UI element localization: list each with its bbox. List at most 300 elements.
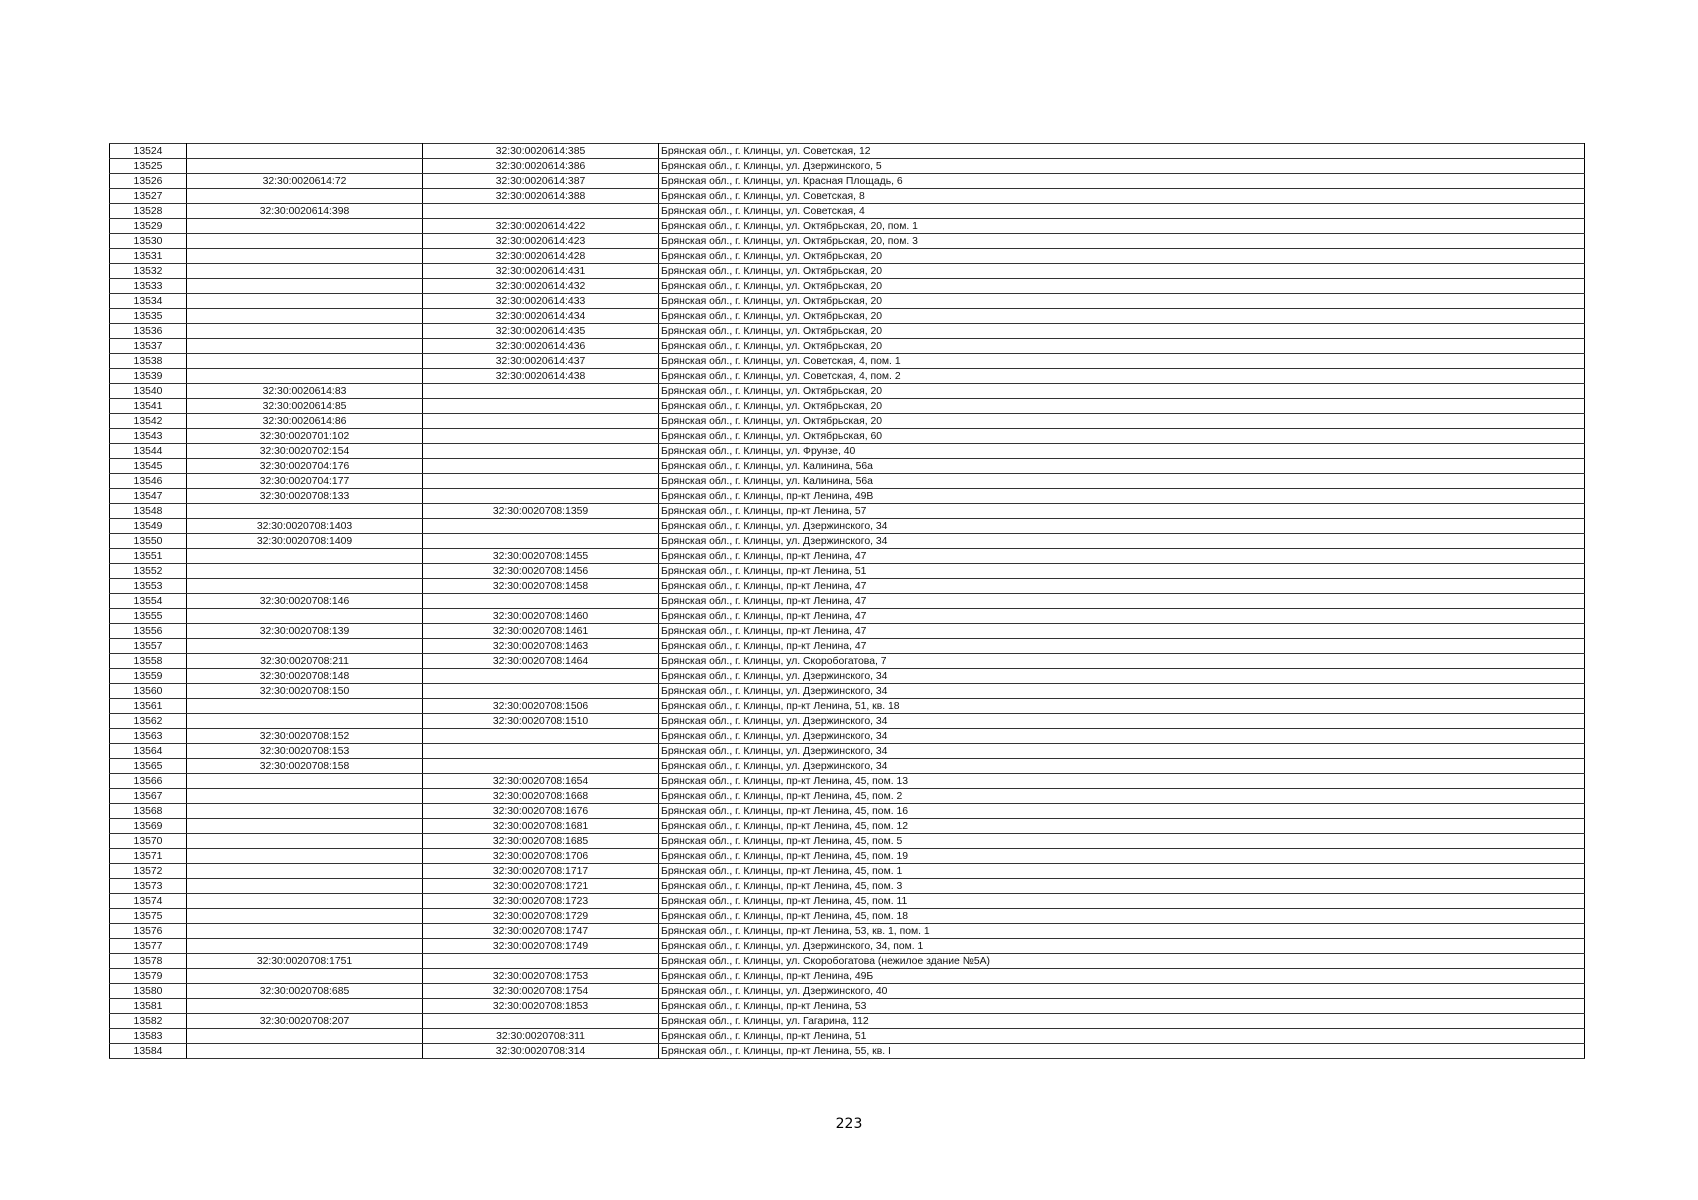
table-row (110, 474, 1585, 489)
table-row (110, 444, 1585, 459)
object-cadastral-number-cell: 32:30:0020708:1455 (423, 549, 659, 564)
table-row (110, 624, 1585, 639)
table-row (110, 504, 1585, 519)
address-cell: Брянская обл., г. Клинцы, пр-кт Ленина, 47 (659, 624, 1585, 639)
land-cadastral-number-cell (187, 774, 423, 789)
row-number-cell: 13557 (110, 639, 187, 654)
address-cell: Брянская обл., г. Клинцы, ул. Дзержинского, 34, пом. 1 (659, 939, 1585, 954)
land-cadastral-number-cell (187, 189, 423, 204)
land-cadastral-number-cell: 32:30:0020708:148 (187, 669, 423, 684)
land-cadastral-number-cell: 32:30:0020708:150 (187, 684, 423, 699)
table-row (110, 309, 1585, 324)
table-row (110, 1014, 1585, 1029)
table-row (110, 939, 1585, 954)
row-number-cell: 13577 (110, 939, 187, 954)
address-cell: Брянская обл., г. Клинцы, ул. Октябрьская, 20 (659, 249, 1585, 264)
table-row (110, 789, 1585, 804)
table-row (110, 1029, 1585, 1044)
address-cell: Брянская обл., г. Клинцы, пр-кт Ленина, 45, пом. 5 (659, 834, 1585, 849)
object-cadastral-number-cell (423, 429, 659, 444)
row-number-cell: 13581 (110, 999, 187, 1014)
address-cell: Брянская обл., г. Клинцы, пр-кт Ленина, 45, пом. 3 (659, 879, 1585, 894)
land-cadastral-number-cell (187, 234, 423, 249)
table-row (110, 339, 1585, 354)
address-cell: Брянская обл., г. Клинцы, ул. Фрунзе, 40 (659, 444, 1585, 459)
object-cadastral-number-cell (423, 744, 659, 759)
table-row (110, 849, 1585, 864)
table-row (110, 459, 1585, 474)
land-cadastral-number-cell (187, 339, 423, 354)
object-cadastral-number-cell: 32:30:0020708:1747 (423, 924, 659, 939)
address-cell: Брянская обл., г. Клинцы, пр-кт Ленина, 47 (659, 594, 1585, 609)
row-number-cell: 13542 (110, 414, 187, 429)
row-number-cell: 13584 (110, 1044, 187, 1059)
land-cadastral-number-cell (187, 219, 423, 234)
table-row (110, 324, 1585, 339)
address-cell: Брянская обл., г. Клинцы, пр-кт Ленина, 45, пом. 11 (659, 894, 1585, 909)
address-cell: Брянская обл., г. Клинцы, пр-кт Ленина, 55, кв. I (659, 1044, 1585, 1059)
row-number-cell: 13525 (110, 159, 187, 174)
address-cell: Брянская обл., г. Клинцы, ул. Красная Площадь, 6 (659, 174, 1585, 189)
address-cell: Брянская обл., г. Клинцы, ул. Октябрьская, 20 (659, 324, 1585, 339)
object-cadastral-number-cell: 32:30:0020708:1463 (423, 639, 659, 654)
object-cadastral-number-cell (423, 519, 659, 534)
address-cell: Брянская обл., г. Клинцы, ул. Октябрьская, 20 (659, 279, 1585, 294)
row-number-cell: 13556 (110, 624, 187, 639)
row-number-cell: 13552 (110, 564, 187, 579)
table-row (110, 249, 1585, 264)
object-cadastral-number-cell: 32:30:0020708:1506 (423, 699, 659, 714)
table-row (110, 369, 1585, 384)
table-row (110, 174, 1585, 189)
object-cadastral-number-cell: 32:30:0020614:431 (423, 264, 659, 279)
table-row (110, 729, 1585, 744)
land-cadastral-number-cell (187, 939, 423, 954)
land-cadastral-number-cell: 32:30:0020708:139 (187, 624, 423, 639)
object-cadastral-number-cell: 32:30:0020708:1853 (423, 999, 659, 1014)
land-cadastral-number-cell: 32:30:0020614:72 (187, 174, 423, 189)
object-cadastral-number-cell: 32:30:0020614:428 (423, 249, 659, 264)
row-number-cell: 13558 (110, 654, 187, 669)
land-cadastral-number-cell: 32:30:0020708:1751 (187, 954, 423, 969)
address-cell: Брянская обл., г. Клинцы, ул. Дзержинского, 34 (659, 729, 1585, 744)
table-row (110, 519, 1585, 534)
row-number-cell: 13534 (110, 294, 187, 309)
row-number-cell: 13566 (110, 774, 187, 789)
registry-table (109, 143, 1585, 1059)
land-cadastral-number-cell (187, 564, 423, 579)
address-cell: Брянская обл., г. Клинцы, пр-кт Ленина, 47 (659, 609, 1585, 624)
address-cell: Брянская обл., г. Клинцы, пр-кт Ленина, 51 (659, 564, 1585, 579)
address-cell: Брянская обл., г. Клинцы, пр-кт Ленина, 51 (659, 1029, 1585, 1044)
table-row (110, 909, 1585, 924)
object-cadastral-number-cell: 32:30:0020614:387 (423, 174, 659, 189)
row-number-cell: 13527 (110, 189, 187, 204)
row-number-cell: 13565 (110, 759, 187, 774)
table-row (110, 924, 1585, 939)
table-row (110, 669, 1585, 684)
land-cadastral-number-cell (187, 264, 423, 279)
address-cell: Брянская обл., г. Клинцы, пр-кт Ленина, 47 (659, 639, 1585, 654)
table-row (110, 744, 1585, 759)
row-number-cell: 13562 (110, 714, 187, 729)
object-cadastral-number-cell: 32:30:0020708:314 (423, 1044, 659, 1059)
address-cell: Брянская обл., г. Клинцы, ул. Октябрьская, 20 (659, 339, 1585, 354)
row-number-cell: 13575 (110, 909, 187, 924)
row-number-cell: 13538 (110, 354, 187, 369)
object-cadastral-number-cell: 32:30:0020708:1359 (423, 504, 659, 519)
address-cell: Брянская обл., г. Клинцы, ул. Дзержинского, 34 (659, 684, 1585, 699)
address-cell: Брянская обл., г. Клинцы, ул. Дзержинского, 34 (659, 714, 1585, 729)
land-cadastral-number-cell: 32:30:0020614:83 (187, 384, 423, 399)
table-row (110, 264, 1585, 279)
page-number: 223 (835, 1116, 863, 1132)
row-number-cell: 13563 (110, 729, 187, 744)
object-cadastral-number-cell: 32:30:0020708:1510 (423, 714, 659, 729)
land-cadastral-number-cell (187, 969, 423, 984)
address-cell: Брянская обл., г. Клинцы, ул. Гагарина, 112 (659, 1014, 1585, 1029)
table-row (110, 384, 1585, 399)
object-cadastral-number-cell: 32:30:0020614:437 (423, 354, 659, 369)
row-number-cell: 13524 (110, 144, 187, 159)
land-cadastral-number-cell (187, 699, 423, 714)
land-cadastral-number-cell: 32:30:0020708:152 (187, 729, 423, 744)
object-cadastral-number-cell: 32:30:0020614:433 (423, 294, 659, 309)
land-cadastral-number-cell: 32:30:0020704:176 (187, 459, 423, 474)
object-cadastral-number-cell (423, 594, 659, 609)
row-number-cell: 13571 (110, 849, 187, 864)
row-number-cell: 13530 (110, 234, 187, 249)
object-cadastral-number-cell (423, 669, 659, 684)
land-cadastral-number-cell: 32:30:0020708:1403 (187, 519, 423, 534)
row-number-cell: 13535 (110, 309, 187, 324)
address-cell: Брянская обл., г. Клинцы, пр-кт Ленина, 45, пом. 18 (659, 909, 1585, 924)
row-number-cell: 13561 (110, 699, 187, 714)
table-row (110, 864, 1585, 879)
row-number-cell: 13579 (110, 969, 187, 984)
object-cadastral-number-cell: 32:30:0020708:1676 (423, 804, 659, 819)
table-row (110, 819, 1585, 834)
table-row (110, 189, 1585, 204)
land-cadastral-number-cell (187, 834, 423, 849)
table-row (110, 774, 1585, 789)
address-cell: Брянская обл., г. Клинцы, ул. Советская, 4 (659, 204, 1585, 219)
address-cell: Брянская обл., г. Клинцы, ул. Дзержинского, 34 (659, 534, 1585, 549)
table-row (110, 234, 1585, 249)
land-cadastral-number-cell: 32:30:0020708:158 (187, 759, 423, 774)
object-cadastral-number-cell: 32:30:0020614:434 (423, 309, 659, 324)
address-cell: Брянская обл., г. Клинцы, пр-кт Ленина, 45, пом. 12 (659, 819, 1585, 834)
address-cell: Брянская обл., г. Клинцы, ул. Советская, 4, пом. 2 (659, 369, 1585, 384)
table-row (110, 654, 1585, 669)
row-number-cell: 13544 (110, 444, 187, 459)
address-cell: Брянская обл., г. Клинцы, пр-кт Ленина, 45, пом. 19 (659, 849, 1585, 864)
land-cadastral-number-cell: 32:30:0020708:211 (187, 654, 423, 669)
object-cadastral-number-cell: 32:30:0020708:1753 (423, 969, 659, 984)
object-cadastral-number-cell (423, 534, 659, 549)
row-number-cell: 13583 (110, 1029, 187, 1044)
land-cadastral-number-cell: 32:30:0020708:207 (187, 1014, 423, 1029)
object-cadastral-number-cell (423, 204, 659, 219)
object-cadastral-number-cell: 32:30:0020614:435 (423, 324, 659, 339)
row-number-cell: 13578 (110, 954, 187, 969)
address-cell: Брянская обл., г. Клинцы, пр-кт Ленина, 47 (659, 579, 1585, 594)
land-cadastral-number-cell: 32:30:0020708:146 (187, 594, 423, 609)
object-cadastral-number-cell (423, 489, 659, 504)
address-cell: Брянская обл., г. Клинцы, ул. Дзержинского, 34 (659, 759, 1585, 774)
row-number-cell: 13550 (110, 534, 187, 549)
address-cell: Брянская обл., г. Клинцы, ул. Советская, 12 (659, 144, 1585, 159)
land-cadastral-number-cell (187, 354, 423, 369)
row-number-cell: 13567 (110, 789, 187, 804)
table-row (110, 999, 1585, 1014)
row-number-cell: 13582 (110, 1014, 187, 1029)
address-cell: Брянская обл., г. Клинцы, ул. Дзержинского, 34 (659, 669, 1585, 684)
object-cadastral-number-cell: 32:30:0020708:1717 (423, 864, 659, 879)
table-row (110, 1044, 1585, 1059)
address-cell: Брянская обл., г. Клинцы, пр-кт Ленина, 45, пом. 13 (659, 774, 1585, 789)
row-number-cell: 13541 (110, 399, 187, 414)
land-cadastral-number-cell: 32:30:0020704:177 (187, 474, 423, 489)
table-row (110, 564, 1585, 579)
table-row (110, 759, 1585, 774)
address-cell: Брянская обл., г. Клинцы, ул. Октябрьская, 20 (659, 399, 1585, 414)
row-number-cell: 13570 (110, 834, 187, 849)
row-number-cell: 13560 (110, 684, 187, 699)
land-cadastral-number-cell (187, 369, 423, 384)
object-cadastral-number-cell: 32:30:0020708:1754 (423, 984, 659, 999)
land-cadastral-number-cell (187, 579, 423, 594)
address-cell: Брянская обл., г. Клинцы, ул. Октябрьская, 20, пом. 1 (659, 219, 1585, 234)
row-number-cell: 13533 (110, 279, 187, 294)
address-cell: Брянская обл., г. Клинцы, ул. Скоробогатова (нежилое здание №5А) (659, 954, 1585, 969)
address-cell: Брянская обл., г. Клинцы, ул. Калинина, 56а (659, 459, 1585, 474)
table-row (110, 159, 1585, 174)
row-number-cell: 13576 (110, 924, 187, 939)
address-cell: Брянская обл., г. Клинцы, ул. Октябрьская, 20 (659, 414, 1585, 429)
row-number-cell: 13574 (110, 894, 187, 909)
object-cadastral-number-cell: 32:30:0020708:1729 (423, 909, 659, 924)
row-number-cell: 13539 (110, 369, 187, 384)
land-cadastral-number-cell: 32:30:0020702:154 (187, 444, 423, 459)
object-cadastral-number-cell: 32:30:0020614:438 (423, 369, 659, 384)
table-row (110, 594, 1585, 609)
row-number-cell: 13555 (110, 609, 187, 624)
row-number-cell: 13529 (110, 219, 187, 234)
object-cadastral-number-cell (423, 414, 659, 429)
land-cadastral-number-cell (187, 819, 423, 834)
table-row (110, 429, 1585, 444)
address-cell: Брянская обл., г. Клинцы, пр-кт Ленина, 53, кв. 1, пом. 1 (659, 924, 1585, 939)
land-cadastral-number-cell (187, 1044, 423, 1059)
land-cadastral-number-cell (187, 714, 423, 729)
table-row (110, 354, 1585, 369)
land-cadastral-number-cell: 32:30:0020614:85 (187, 399, 423, 414)
land-cadastral-number-cell (187, 249, 423, 264)
table-row (110, 279, 1585, 294)
land-cadastral-number-cell: 32:30:0020708:153 (187, 744, 423, 759)
table-row (110, 894, 1585, 909)
object-cadastral-number-cell (423, 459, 659, 474)
row-number-cell: 13536 (110, 324, 187, 339)
object-cadastral-number-cell (423, 384, 659, 399)
address-cell: Брянская обл., г. Клинцы, ул. Дзержинского, 5 (659, 159, 1585, 174)
object-cadastral-number-cell (423, 399, 659, 414)
row-number-cell: 13549 (110, 519, 187, 534)
land-cadastral-number-cell (187, 549, 423, 564)
object-cadastral-number-cell (423, 759, 659, 774)
table-row (110, 804, 1585, 819)
object-cadastral-number-cell: 32:30:0020614:436 (423, 339, 659, 354)
object-cadastral-number-cell: 32:30:0020614:386 (423, 159, 659, 174)
object-cadastral-number-cell (423, 1014, 659, 1029)
address-cell: Брянская обл., г. Клинцы, ул. Советская, 4, пом. 1 (659, 354, 1585, 369)
land-cadastral-number-cell: 32:30:0020708:1409 (187, 534, 423, 549)
table-row (110, 549, 1585, 564)
address-cell: Брянская обл., г. Клинцы, ул. Дзержинского, 34 (659, 519, 1585, 534)
address-cell: Брянская обл., г. Клинцы, пр-кт Ленина, 53 (659, 999, 1585, 1014)
land-cadastral-number-cell (187, 324, 423, 339)
row-number-cell: 13540 (110, 384, 187, 399)
object-cadastral-number-cell: 32:30:0020708:1458 (423, 579, 659, 594)
table-row (110, 294, 1585, 309)
land-cadastral-number-cell: 32:30:0020708:133 (187, 489, 423, 504)
object-cadastral-number-cell (423, 474, 659, 489)
address-cell: Брянская обл., г. Клинцы, пр-кт Ленина, 49Б (659, 969, 1585, 984)
table-row (110, 414, 1585, 429)
land-cadastral-number-cell (187, 279, 423, 294)
table-row (110, 144, 1585, 159)
address-cell: Брянская обл., г. Клинцы, ул. Скоробогатова, 7 (659, 654, 1585, 669)
object-cadastral-number-cell: 32:30:0020708:1461 (423, 624, 659, 639)
address-cell: Брянская обл., г. Клинцы, ул. Калинина, 56а (659, 474, 1585, 489)
land-cadastral-number-cell: 32:30:0020708:685 (187, 984, 423, 999)
address-cell: Брянская обл., г. Клинцы, пр-кт Ленина, 47 (659, 549, 1585, 564)
land-cadastral-number-cell (187, 144, 423, 159)
object-cadastral-number-cell: 32:30:0020708:1749 (423, 939, 659, 954)
row-number-cell: 13580 (110, 984, 187, 999)
row-number-cell: 13554 (110, 594, 187, 609)
address-cell: Брянская обл., г. Клинцы, ул. Октябрьская, 20 (659, 294, 1585, 309)
land-cadastral-number-cell (187, 639, 423, 654)
row-number-cell: 13564 (110, 744, 187, 759)
object-cadastral-number-cell: 32:30:0020708:1464 (423, 654, 659, 669)
row-number-cell: 13573 (110, 879, 187, 894)
object-cadastral-number-cell (423, 729, 659, 744)
row-number-cell: 13569 (110, 819, 187, 834)
object-cadastral-number-cell: 32:30:0020614:432 (423, 279, 659, 294)
object-cadastral-number-cell (423, 444, 659, 459)
address-cell: Брянская обл., г. Клинцы, ул. Октябрьская, 60 (659, 429, 1585, 444)
table-row (110, 984, 1585, 999)
object-cadastral-number-cell: 32:30:0020614:423 (423, 234, 659, 249)
object-cadastral-number-cell: 32:30:0020708:1706 (423, 849, 659, 864)
land-cadastral-number-cell (187, 849, 423, 864)
row-number-cell: 13553 (110, 579, 187, 594)
land-cadastral-number-cell (187, 924, 423, 939)
land-cadastral-number-cell (187, 999, 423, 1014)
object-cadastral-number-cell (423, 684, 659, 699)
table-row (110, 684, 1585, 699)
table-row (110, 699, 1585, 714)
table-row (110, 834, 1585, 849)
row-number-cell: 13551 (110, 549, 187, 564)
land-cadastral-number-cell (187, 789, 423, 804)
row-number-cell: 13568 (110, 804, 187, 819)
address-cell: Брянская обл., г. Клинцы, пр-кт Ленина, 51, кв. 18 (659, 699, 1585, 714)
row-number-cell: 13545 (110, 459, 187, 474)
table-row (110, 714, 1585, 729)
object-cadastral-number-cell: 32:30:0020708:1456 (423, 564, 659, 579)
table-row (110, 579, 1585, 594)
object-cadastral-number-cell: 32:30:0020708:1721 (423, 879, 659, 894)
object-cadastral-number-cell: 32:30:0020708:1723 (423, 894, 659, 909)
land-cadastral-number-cell (187, 609, 423, 624)
row-number-cell: 13528 (110, 204, 187, 219)
registry-table-body (110, 144, 1585, 1059)
table-row (110, 879, 1585, 894)
land-cadastral-number-cell: 32:30:0020614:398 (187, 204, 423, 219)
table-row (110, 399, 1585, 414)
table-row (110, 609, 1585, 624)
land-cadastral-number-cell (187, 894, 423, 909)
address-cell: Брянская обл., г. Клинцы, пр-кт Ленина, 49В (659, 489, 1585, 504)
object-cadastral-number-cell: 32:30:0020614:385 (423, 144, 659, 159)
row-number-cell: 13532 (110, 264, 187, 279)
object-cadastral-number-cell: 32:30:0020708:1460 (423, 609, 659, 624)
table-row (110, 969, 1585, 984)
object-cadastral-number-cell: 32:30:0020708:1654 (423, 774, 659, 789)
address-cell: Брянская обл., г. Клинцы, пр-кт Ленина, 45, пом. 2 (659, 789, 1585, 804)
table-row (110, 489, 1585, 504)
land-cadastral-number-cell (187, 504, 423, 519)
land-cadastral-number-cell (187, 909, 423, 924)
row-number-cell: 13546 (110, 474, 187, 489)
address-cell: Брянская обл., г. Клинцы, пр-кт Ленина, 45, пом. 1 (659, 864, 1585, 879)
row-number-cell: 13543 (110, 429, 187, 444)
land-cadastral-number-cell: 32:30:0020614:86 (187, 414, 423, 429)
table-row (110, 954, 1585, 969)
object-cadastral-number-cell: 32:30:0020614:422 (423, 219, 659, 234)
row-number-cell: 13547 (110, 489, 187, 504)
address-cell: Брянская обл., г. Клинцы, ул. Советская, 8 (659, 189, 1585, 204)
address-cell: Брянская обл., г. Клинцы, ул. Октябрьская, 20 (659, 384, 1585, 399)
table-row (110, 534, 1585, 549)
address-cell: Брянская обл., г. Клинцы, пр-кт Ленина, 57 (659, 504, 1585, 519)
table-row (110, 204, 1585, 219)
object-cadastral-number-cell: 32:30:0020708:1685 (423, 834, 659, 849)
row-number-cell: 13572 (110, 864, 187, 879)
land-cadastral-number-cell (187, 159, 423, 174)
row-number-cell: 13531 (110, 249, 187, 264)
object-cadastral-number-cell (423, 954, 659, 969)
land-cadastral-number-cell (187, 864, 423, 879)
land-cadastral-number-cell (187, 804, 423, 819)
row-number-cell: 13526 (110, 174, 187, 189)
land-cadastral-number-cell (187, 879, 423, 894)
row-number-cell: 13548 (110, 504, 187, 519)
land-cadastral-number-cell (187, 309, 423, 324)
object-cadastral-number-cell: 32:30:0020614:388 (423, 189, 659, 204)
land-cadastral-number-cell (187, 294, 423, 309)
table-row (110, 219, 1585, 234)
address-cell: Брянская обл., г. Клинцы, ул. Октябрьская, 20 (659, 264, 1585, 279)
land-cadastral-number-cell (187, 1029, 423, 1044)
table-row (110, 639, 1585, 654)
object-cadastral-number-cell: 32:30:0020708:311 (423, 1029, 659, 1044)
row-number-cell: 13537 (110, 339, 187, 354)
object-cadastral-number-cell: 32:30:0020708:1668 (423, 789, 659, 804)
